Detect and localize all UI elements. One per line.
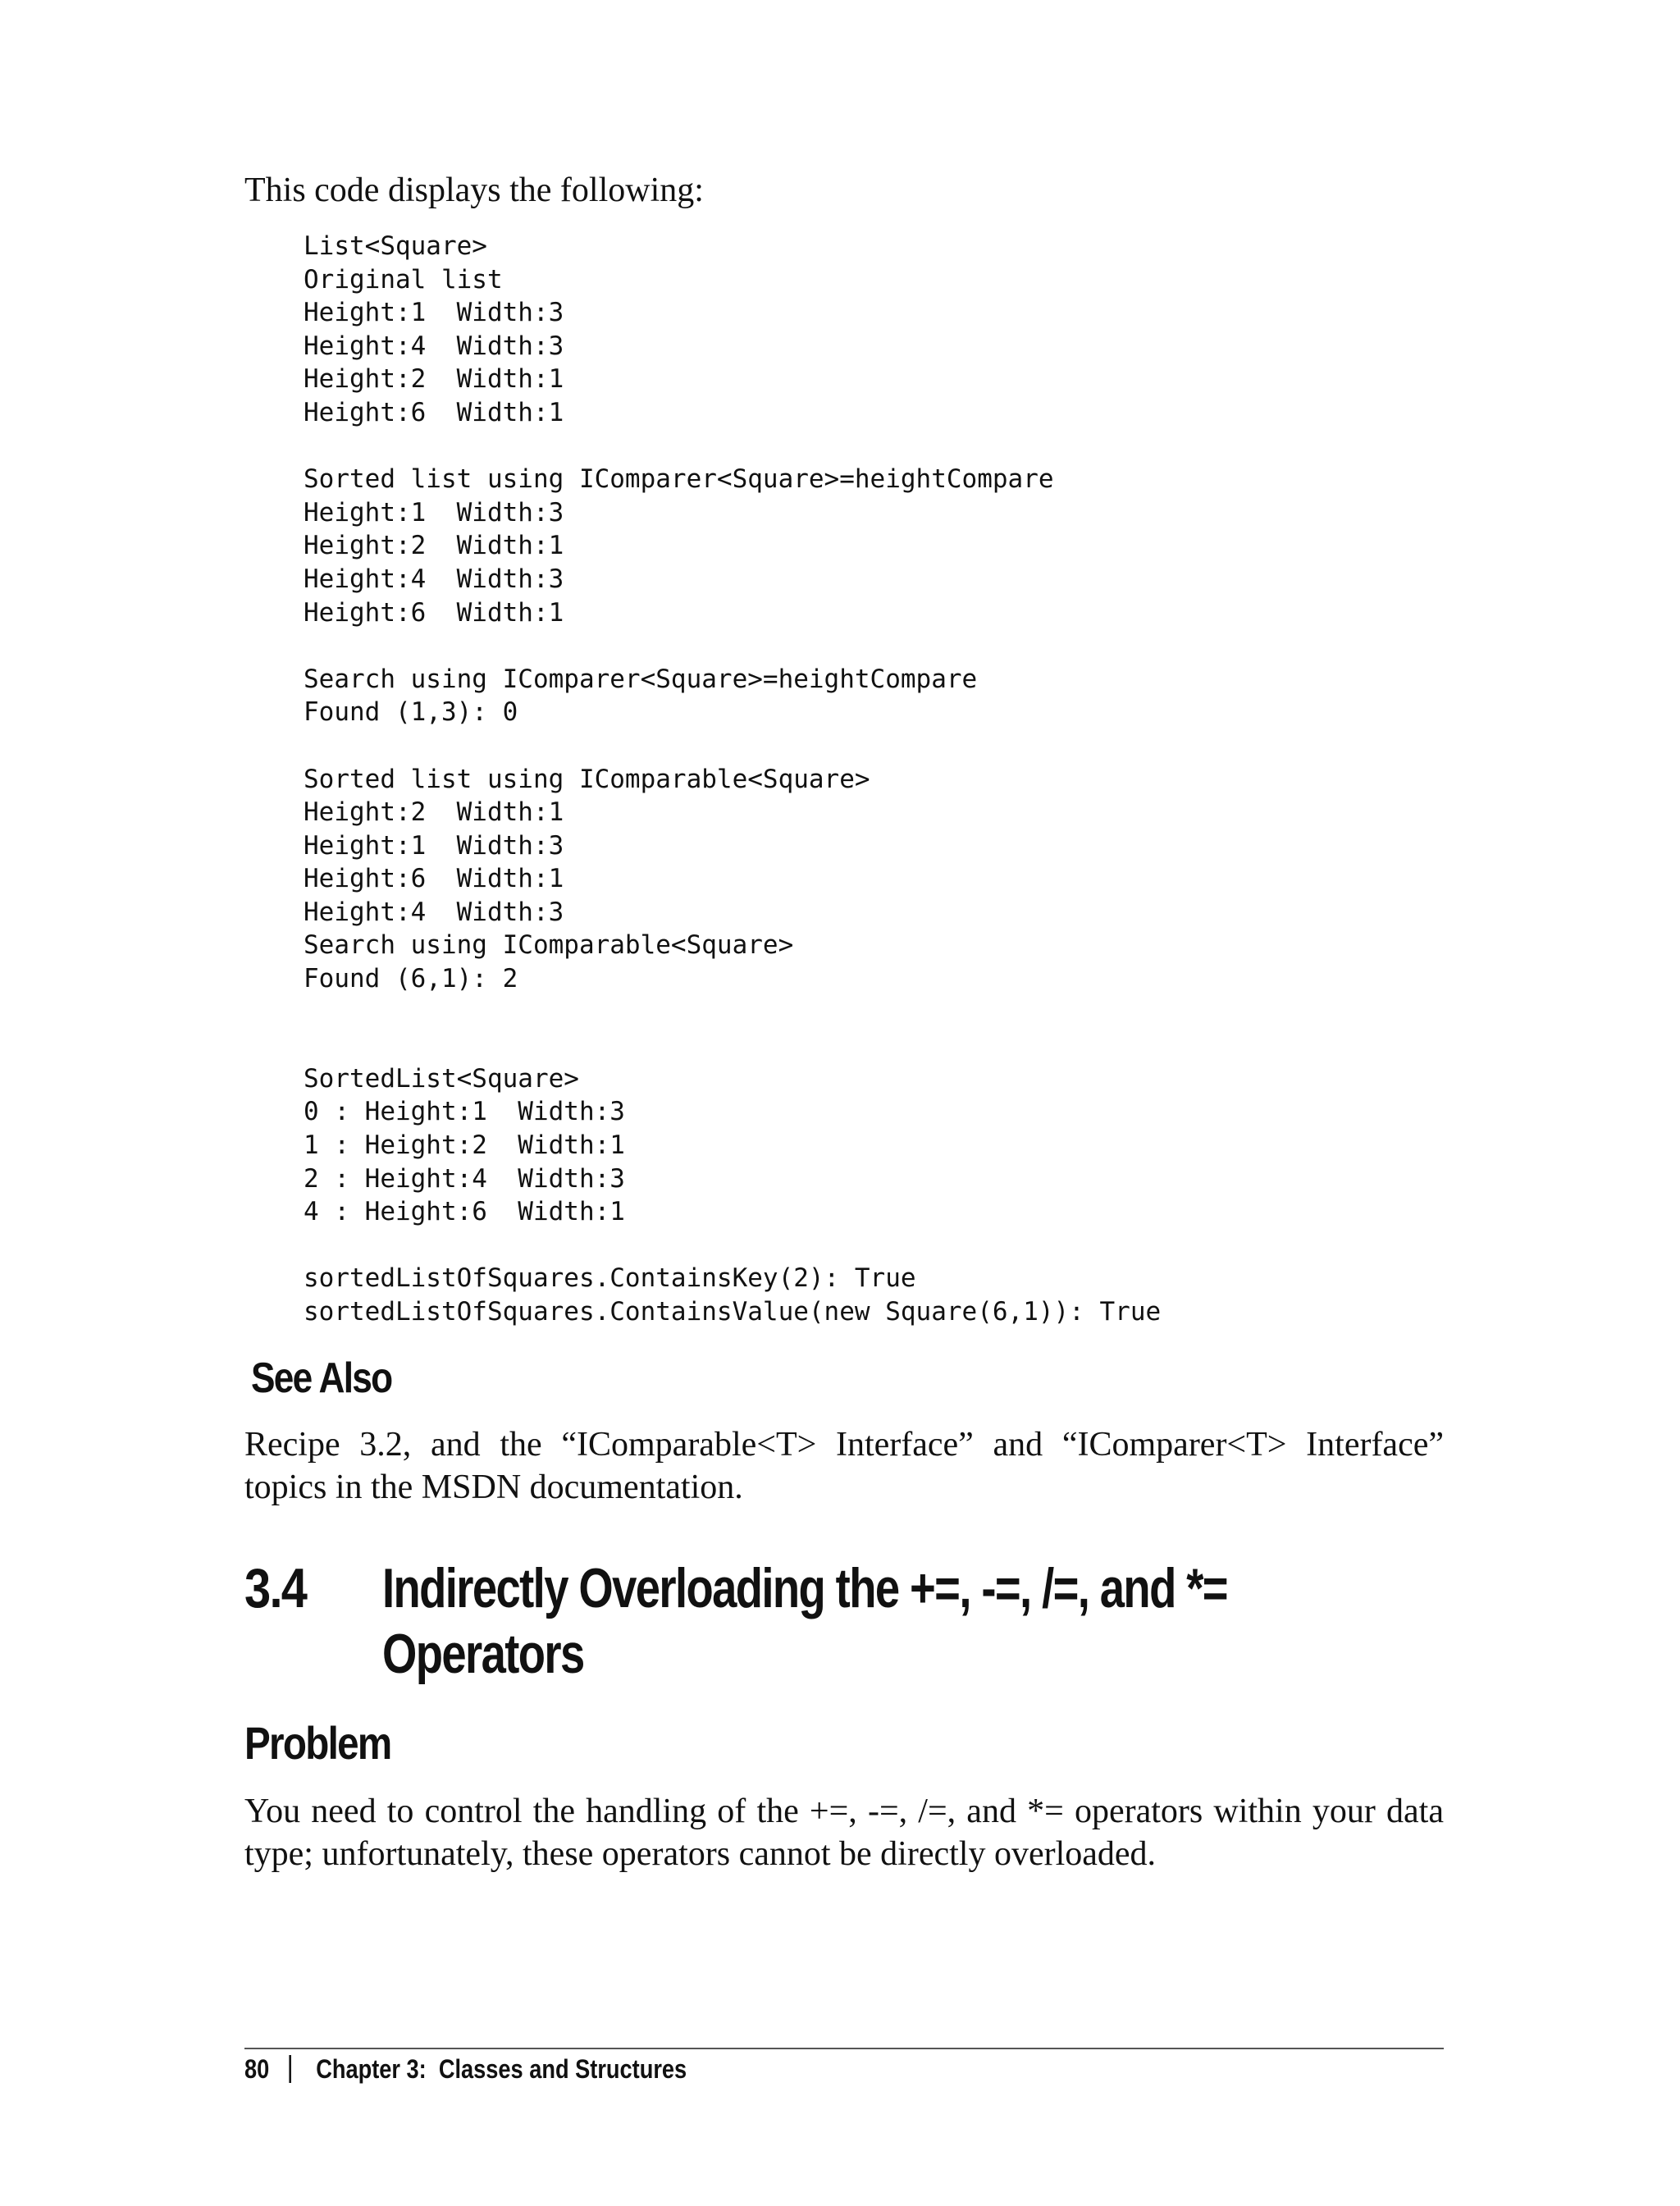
see-also-heading: See Also [251, 1354, 392, 1402]
code-line: sortedListOfSquares.ContainsKey(2): True [304, 1263, 916, 1294]
code-line [304, 629, 1161, 663]
code-line: Height:2 Width:1 [304, 797, 564, 828]
code-line: Height:4 Width:3 [304, 897, 564, 927]
code-line [304, 996, 1161, 1030]
code-line: Original list [304, 264, 503, 295]
code-line: Found (1,3): 0 [304, 697, 518, 728]
code-line: Height:1 Width:3 [304, 830, 564, 861]
code-line: Sorted list using IComparable<Square> [304, 764, 870, 794]
code-line: 2 : Height:4 Width:3 [304, 1163, 625, 1194]
code-output-block [304, 230, 1161, 1329]
code-line: SortedList<Square> [304, 1063, 579, 1094]
recipe-title: Indirectly Overloading the +=, -=, /=, and *= Operators [382, 1557, 1227, 1685]
code-line: Height:6 Width:1 [304, 864, 564, 894]
code-line: Sorted list using IComparer<Square>=heightCompare [304, 464, 1054, 495]
code-line [304, 729, 1161, 763]
code-line: List<Square> [304, 231, 487, 261]
page-number: 80 [244, 2054, 270, 2084]
code-line: 0 : Height:1 Width:3 [304, 1097, 625, 1127]
page-footer [244, 2051, 687, 2087]
code-line: Height:1 Width:3 [304, 497, 564, 528]
code-line: Height:1 Width:3 [304, 298, 564, 328]
chapter-title: Chapter 3: Classes and Structures [316, 2054, 687, 2084]
problem-text: You need to control the handling of the +=, -=, /=, and *= operators within your data type; unfortunately, these operators cannot be directly overloaded. [244, 1793, 1444, 1873]
see-also-text: Recipe 3.2, and the “IComparable<T> Interface” and “IComparer<T> Interface” topics in the MSDN documentation. [244, 1426, 1444, 1506]
code-line [304, 1029, 1161, 1062]
footer-separator [289, 2055, 291, 2083]
code-line [304, 1229, 1161, 1263]
code-line: Search using IComparable<Square> [304, 930, 794, 961]
code-line [304, 430, 1161, 464]
code-line: Found (6,1): 2 [304, 964, 518, 994]
code-line: Search using IComparer<Square>=heightCompare [304, 664, 978, 694]
code-line: 4 : Height:6 Width:1 [304, 1197, 625, 1227]
code-line: Height:6 Width:1 [304, 397, 564, 427]
code-line: 1 : Height:2 Width:1 [304, 1130, 625, 1161]
code-line: Height:4 Width:3 [304, 564, 564, 594]
problem-heading: Problem [244, 1717, 391, 1769]
code-line: Height:2 Width:1 [304, 531, 564, 561]
code-line: sortedListOfSquares.ContainsValue(new Square(6,1)): True [304, 1297, 1162, 1327]
code-line: Height:6 Width:1 [304, 597, 564, 628]
code-line: Height:2 Width:1 [304, 364, 564, 395]
code-line: Height:4 Width:3 [304, 331, 564, 361]
intro-text: This code displays the following: [244, 171, 704, 209]
footer-rule [244, 2048, 1444, 2049]
recipe-number: 3.4 [244, 1557, 307, 1619]
